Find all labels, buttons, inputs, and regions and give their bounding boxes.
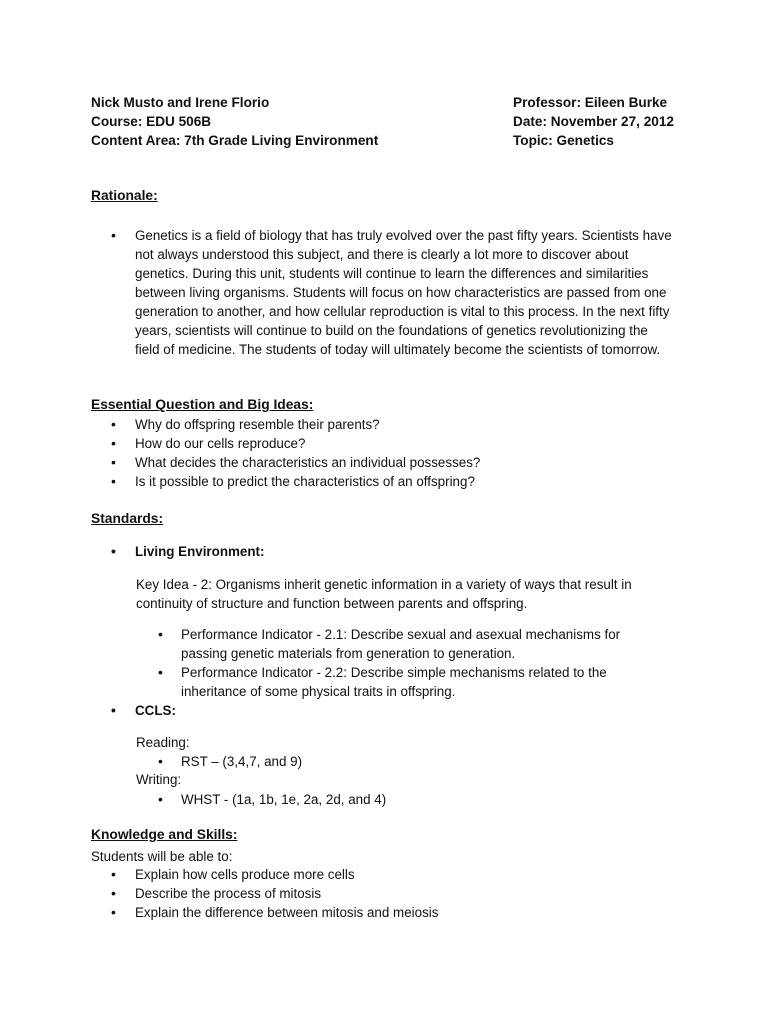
performance-indicator-2-2: • Performance Indicator - 2.2: Describe simple mechanisms related to the inheritance of some physical traits in offspring. — [136, 663, 646, 701]
rationale-list — [91, 226, 676, 359]
knowledge-intro: Students will be able to: — [91, 849, 233, 864]
standards-heading: Standards: — [91, 511, 164, 526]
writing-label: Writing: — [136, 772, 182, 787]
header-left — [91, 93, 378, 150]
list-item: • How do our cells reproduce? — [91, 434, 676, 453]
rationale-text: • Genetics is a field of biology that has truly evolved over the past fifty years. Scientists have not always understood this subject, and there is clearly a lot more to discover about genetics. During this unit, students will continue to learn the differences and similarities between living organisms. Students will focus on how characteristics are passed from one generation to another, and how cellular reproduction is vital to this process. In the next fifty years, scientists will continue to build on the foundations of genetics revolutionizing the field of medicine. The students of today will ultimately become the scientists of tomorrow. — [91, 226, 676, 359]
date: Date: November 27, 2012 — [513, 114, 674, 129]
performance-indicator-2-1: • Performance Indicator - 2.1: Describe sexual and asexual mechanisms for passing genetic materials from generation to generation. — [136, 625, 646, 663]
list-item: • Why do offspring resemble their parents? — [91, 415, 676, 434]
knowledge-list — [91, 865, 676, 922]
topic: Topic: Genetics — [513, 133, 614, 148]
ccls-list — [91, 701, 676, 720]
list-item: • What decides the characteristics an individual possesses? — [91, 453, 676, 472]
living-environment-label: • Living Environment: — [91, 542, 676, 561]
knowledge-heading: Knowledge and Skills: — [91, 827, 238, 842]
living-env-list — [91, 542, 676, 561]
writing-list — [136, 790, 646, 809]
reading-label: Reading: — [136, 735, 190, 750]
reading-list — [136, 752, 646, 771]
key-idea: Key Idea - 2: Organisms inherit genetic information in a variety of ways that result in continuity of structure and function between parents and offspring. — [136, 577, 632, 611]
indicator-list — [136, 625, 646, 701]
writing-item: • WHST - (1a, 1b, 1e, 2a, 2d, and 4) — [136, 790, 646, 809]
list-item: • Is it possible to predict the characteristics of an offspring? — [91, 472, 676, 491]
ccls-label: • CCLS: — [91, 701, 676, 720]
essential-heading: Essential Question and Big Ideas: — [91, 397, 314, 412]
course: Course: EDU 506B — [91, 114, 212, 129]
content-area: Content Area: 7th Grade Living Environment — [91, 133, 379, 148]
rationale-heading: Rationale: — [91, 188, 158, 203]
list-item: • Explain how cells produce more cells — [91, 865, 676, 884]
essential-list — [91, 415, 676, 491]
header-right — [513, 93, 674, 150]
list-item: • Describe the process of mitosis — [91, 884, 676, 903]
reading-item: • RST – (3,4,7, and 9) — [136, 752, 646, 771]
professor: Professor: Eileen Burke — [513, 95, 668, 110]
list-item: • Explain the difference between mitosis and meiosis — [91, 903, 676, 922]
authors: Nick Musto and Irene Florio — [91, 95, 270, 110]
